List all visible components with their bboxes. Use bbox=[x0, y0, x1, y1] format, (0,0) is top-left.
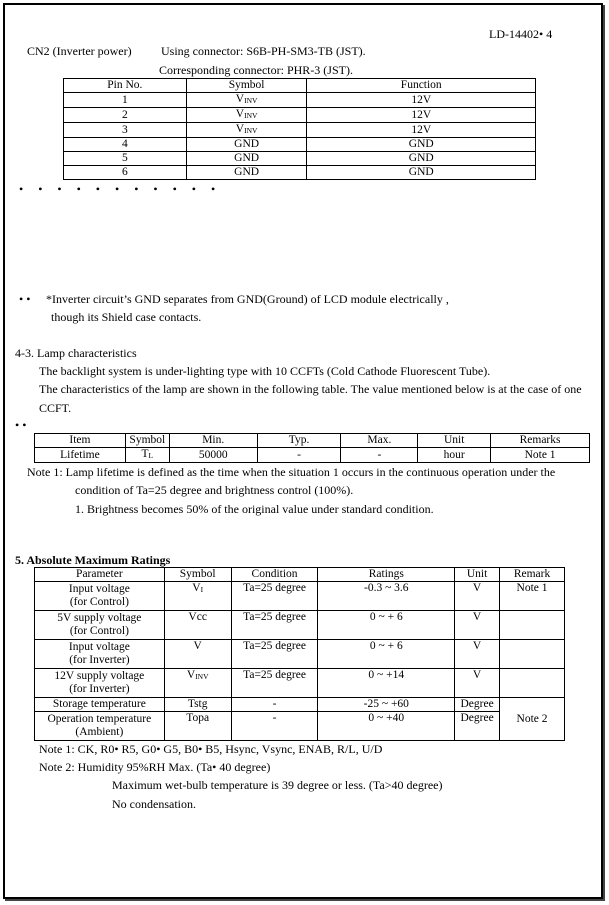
symbol-cell: Topa bbox=[164, 712, 231, 741]
ratings-note2-line3: No condensation. bbox=[112, 797, 196, 811]
column-header: Condition bbox=[231, 568, 318, 582]
table-row bbox=[64, 93, 536, 108]
column-header: Remarks bbox=[491, 434, 590, 448]
lamp-paragraph-1: The backlight system is under-lighting type with 10 CCFTs (Cold Cathode Fluorescent Tube). bbox=[39, 364, 491, 378]
min-cell: 50000 bbox=[169, 448, 257, 463]
max-cell: - bbox=[341, 448, 418, 463]
symbol-cell: Vcc bbox=[164, 611, 231, 640]
column-header: Unit bbox=[418, 434, 491, 448]
table-row bbox=[64, 108, 536, 123]
lamp-note1-line2: condition of Ta=25 degree and brightness control (100%). bbox=[75, 483, 354, 497]
unit-cell: V bbox=[455, 640, 500, 669]
unit-cell: V bbox=[455, 669, 500, 698]
table-row bbox=[35, 698, 565, 712]
symbol-cell: GND bbox=[186, 152, 307, 166]
table-header-row bbox=[35, 434, 590, 448]
cn2-pin-table bbox=[63, 78, 536, 180]
symbol-cell: VINV bbox=[186, 123, 307, 138]
column-header: Symbol bbox=[164, 568, 231, 582]
function-cell: GND bbox=[307, 138, 536, 152]
condition-cell: Ta=25 degree bbox=[231, 640, 318, 669]
function-cell: 12V bbox=[307, 108, 536, 123]
condition-cell: Ta=25 degree bbox=[231, 611, 318, 640]
column-header: Min. bbox=[169, 434, 257, 448]
symbol-cell: V bbox=[164, 640, 231, 669]
rating-cell: 0 ~ + 6 bbox=[318, 611, 455, 640]
column-header: Item bbox=[35, 434, 126, 448]
function-cell: GND bbox=[307, 152, 536, 166]
parameter-cell: 5V supply voltage (for Control) bbox=[35, 611, 165, 640]
lamp-paragraph-3: CCFT. bbox=[39, 401, 72, 415]
column-header: Pin No. bbox=[64, 79, 187, 93]
unit-cell: V bbox=[455, 611, 500, 640]
lamp-bullets: • • bbox=[15, 418, 27, 432]
table-row bbox=[64, 166, 536, 180]
table-header-row bbox=[64, 79, 536, 93]
function-cell: 12V bbox=[307, 123, 536, 138]
condition-cell: Ta=25 degree bbox=[231, 582, 318, 611]
column-header: Typ. bbox=[257, 434, 341, 448]
document-number: LD-14402• 4 bbox=[489, 27, 553, 41]
unit-cell: Degree bbox=[455, 712, 500, 741]
column-header: Remark bbox=[500, 568, 565, 582]
remark-cell: Note 2 bbox=[500, 698, 565, 741]
ratings-note2: Note 2: Humidity 95%RH Max. (Ta• 40 degree) bbox=[39, 760, 271, 774]
remark-cell bbox=[500, 640, 565, 669]
table-row bbox=[35, 611, 565, 640]
symbol-cell: VINV bbox=[186, 108, 307, 123]
column-header: Function bbox=[307, 79, 536, 93]
typ-cell: - bbox=[257, 448, 341, 463]
pin-cell: 1 bbox=[64, 93, 187, 108]
rating-cell: 0 ~ +40 bbox=[318, 712, 455, 741]
remark-cell: Note 1 bbox=[500, 582, 565, 611]
cn2-corresponding-connector: Corresponding connector: PHR-3 (JST). bbox=[159, 63, 353, 77]
column-header: Symbol bbox=[125, 434, 169, 448]
unit-cell: V bbox=[455, 582, 500, 611]
symbol-cell: GND bbox=[186, 166, 307, 180]
symbol-cell: TL bbox=[125, 448, 169, 463]
pin-cell: 3 bbox=[64, 123, 187, 138]
table-row bbox=[35, 640, 565, 669]
symbol-cell: VI bbox=[164, 582, 231, 611]
table-row bbox=[35, 448, 590, 463]
note-bullets: • • bbox=[19, 292, 31, 306]
lamp-heading: 4-3. Lamp characteristics bbox=[15, 346, 137, 360]
pin-cell: 4 bbox=[64, 138, 187, 152]
symbol-cell: GND bbox=[186, 138, 307, 152]
symbol-cell: VINV bbox=[186, 93, 307, 108]
table-row bbox=[35, 712, 565, 741]
lamp-table bbox=[34, 433, 590, 463]
lamp-paragraph-2: The characteristics of the lamp are shown in the following table. The value mentioned below is at the case of one bbox=[39, 382, 582, 396]
parameter-cell: Operation temperature (Ambient) bbox=[35, 712, 165, 741]
column-header: Unit bbox=[455, 568, 500, 582]
inverter-note-line1: *Inverter circuit’s GND separates from GND(Ground) of LCD module electrically , bbox=[46, 292, 449, 306]
rating-cell: -25 ~ +60 bbox=[318, 698, 455, 712]
column-header: Symbol bbox=[186, 79, 307, 93]
table-row bbox=[35, 669, 565, 698]
table-row bbox=[35, 582, 565, 611]
unit-cell: Degree bbox=[455, 698, 500, 712]
symbol-cell: Tstg bbox=[164, 698, 231, 712]
column-header: Ratings bbox=[318, 568, 455, 582]
column-header: Parameter bbox=[35, 568, 165, 582]
ratings-note1: Note 1: CK, R0• R5, G0• G5, B0• B5, Hsync, Vsync, ENAB, R/L, U/D bbox=[39, 742, 383, 756]
cn2-using-connector: Using connector: S6B-PH-SM3-TB (JST). bbox=[161, 44, 366, 58]
cn2-title: CN2 (Inverter power) bbox=[27, 44, 132, 58]
remarks-cell: Note 1 bbox=[491, 448, 590, 463]
column-header: Max. bbox=[341, 434, 418, 448]
pin-cell: 5 bbox=[64, 152, 187, 166]
bullet-dots: • • • • • • • • • • • bbox=[19, 182, 222, 196]
table-row bbox=[64, 123, 536, 138]
rating-cell: -0.3 ~ 3.6 bbox=[318, 582, 455, 611]
pin-cell: 2 bbox=[64, 108, 187, 123]
condition-cell: Ta=25 degree bbox=[231, 669, 318, 698]
remark-cell bbox=[500, 611, 565, 640]
remark-cell bbox=[500, 669, 565, 698]
inverter-note-line2: though its Shield case contacts. bbox=[51, 310, 202, 324]
rating-cell: 0 ~ +14 bbox=[318, 669, 455, 698]
symbol-cell: VINV bbox=[164, 669, 231, 698]
parameter-cell: 12V supply voltage (for Inverter) bbox=[35, 669, 165, 698]
parameter-cell: Input voltage (for Inverter) bbox=[35, 640, 165, 669]
unit-cell: hour bbox=[418, 448, 491, 463]
rating-cell: 0 ~ + 6 bbox=[318, 640, 455, 669]
parameter-cell: Storage temperature bbox=[35, 698, 165, 712]
ratings-table bbox=[34, 567, 565, 741]
condition-cell: - bbox=[231, 712, 318, 741]
ratings-note2-line2: Maximum wet-bulb temperature is 39 degree or less. (Ta>40 degree) bbox=[112, 778, 443, 792]
table-row bbox=[64, 138, 536, 152]
parameter-cell: Input voltage (for Control) bbox=[35, 582, 165, 611]
pin-cell: 6 bbox=[64, 166, 187, 180]
item-cell: Lifetime bbox=[35, 448, 126, 463]
function-cell: GND bbox=[307, 166, 536, 180]
table-header-row bbox=[35, 568, 565, 582]
table-row bbox=[64, 152, 536, 166]
lamp-note1-line1: Note 1: Lamp lifetime is defined as the time when the situation 1 occurs in the continuous operation under the bbox=[27, 465, 556, 479]
ratings-heading: 5. Absolute Maximum Ratings bbox=[15, 553, 171, 567]
lamp-note1-line3: 1. Brightness becomes 50% of the original value under standard condition. bbox=[75, 502, 434, 516]
function-cell: 12V bbox=[307, 93, 536, 108]
condition-cell: - bbox=[231, 698, 318, 712]
